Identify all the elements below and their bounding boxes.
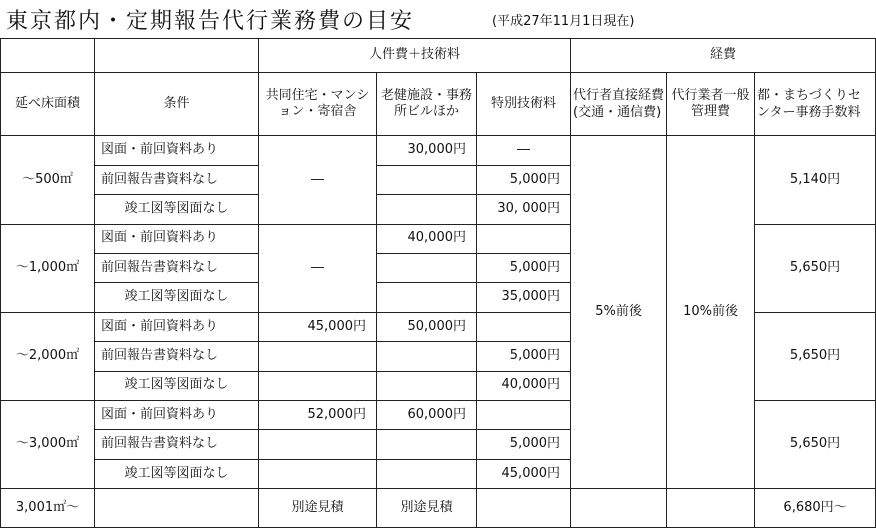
title-bar <box>0 0 876 38</box>
elderly-cell <box>377 430 477 459</box>
elderly-cell <box>377 254 477 283</box>
special-cell <box>477 312 571 341</box>
housing-cell: ― <box>259 136 377 224</box>
housing-cell: 52,000円 <box>259 401 377 430</box>
header-direct: 代行者直接経費(交通・通信費) <box>571 73 667 136</box>
header-special: 特別技術料 <box>477 73 571 136</box>
housing-cell: 45,000円 <box>259 312 377 341</box>
center-fee-cell: 5,140円 <box>755 136 876 224</box>
housing-cell: 別途見積 <box>259 489 377 528</box>
special-cell: 35,000円 <box>477 283 571 312</box>
group-header-row <box>1 39 876 73</box>
housing-cell <box>259 371 377 400</box>
special-cell: 5,000円 <box>477 430 571 459</box>
condition-cell: 前回報告書資料なし <box>95 430 259 459</box>
date-note: (平成27年11月1日現在) <box>492 14 635 29</box>
center-fee-cell: 6,680円～ <box>755 489 876 528</box>
elderly-cell <box>377 165 477 194</box>
header-blank <box>95 39 259 73</box>
general-expense-cell <box>667 489 755 528</box>
area-cell: ～3,000㎡ <box>1 401 95 489</box>
elderly-cell <box>377 195 477 224</box>
condition-cell: 図面・前回資料あり <box>95 136 259 165</box>
table-row <box>1 136 876 165</box>
condition-cell <box>95 489 259 528</box>
special-cell: 5,000円 <box>477 342 571 371</box>
elderly-cell: 60,000円 <box>377 401 477 430</box>
header-elderly: 老健施設・事務所ビルほか <box>377 73 477 136</box>
header-labor-group: 人件費＋技術料 <box>259 39 571 73</box>
fee-table <box>0 38 876 528</box>
direct-expense-cell <box>571 489 667 528</box>
special-cell <box>477 224 571 253</box>
center-fee-cell: 5,650円 <box>755 401 876 489</box>
special-cell <box>477 401 571 430</box>
condition-cell: 竣工図等図面なし <box>95 371 259 400</box>
area-cell: ～500㎡ <box>1 136 95 224</box>
header-area: 延べ床面積 <box>1 73 95 136</box>
special-cell: 40,000円 <box>477 371 571 400</box>
condition-cell: 図面・前回資料あり <box>95 401 259 430</box>
general-expense-cell: 10%前後 <box>667 136 755 489</box>
special-cell: 30, 000円 <box>477 195 571 224</box>
header-housing: 共同住宅・マンション・寄宿舎 <box>259 73 377 136</box>
header-condition: 条件 <box>95 73 259 136</box>
special-cell: ― <box>477 136 571 165</box>
table-row-last <box>1 489 876 528</box>
elderly-cell <box>377 342 477 371</box>
condition-cell: 図面・前回資料あり <box>95 224 259 253</box>
elderly-cell: 別途見積 <box>377 489 477 528</box>
condition-cell: 竣工図等図面なし <box>95 195 259 224</box>
area-cell: ～2,000㎡ <box>1 312 95 400</box>
elderly-cell <box>377 371 477 400</box>
center-fee-cell: 5,650円 <box>755 312 876 400</box>
elderly-cell <box>377 459 477 488</box>
area-cell: ～1,000㎡ <box>1 224 95 312</box>
condition-cell: 竣工図等図面なし <box>95 283 259 312</box>
area-cell: 3,001㎡～ <box>1 489 95 528</box>
special-cell <box>477 489 571 528</box>
housing-cell <box>259 430 377 459</box>
elderly-cell: 30,000円 <box>377 136 477 165</box>
direct-expense-cell: 5%前後 <box>571 136 667 489</box>
special-cell: 5,000円 <box>477 165 571 194</box>
condition-cell: 図面・前回資料あり <box>95 312 259 341</box>
page-title: 東京都内・定期報告代行業務費の目安 <box>6 9 415 34</box>
header-blank <box>1 39 95 73</box>
elderly-cell: 50,000円 <box>377 312 477 341</box>
elderly-cell: 40,000円 <box>377 224 477 253</box>
header-expense-group: 経費 <box>571 39 876 73</box>
housing-cell <box>259 342 377 371</box>
header-center: 都・まちづくりセンター事務手数料 <box>755 73 876 136</box>
special-cell: 45,000円 <box>477 459 571 488</box>
condition-cell: 前回報告書資料なし <box>95 165 259 194</box>
condition-cell: 前回報告書資料なし <box>95 342 259 371</box>
condition-cell: 前回報告書資料なし <box>95 254 259 283</box>
special-cell: 5,000円 <box>477 254 571 283</box>
condition-cell: 竣工図等図面なし <box>95 459 259 488</box>
center-fee-cell: 5,650円 <box>755 224 876 312</box>
elderly-cell <box>377 283 477 312</box>
header-general: 代行業者一般管理費 <box>667 73 755 136</box>
column-header-row <box>1 73 876 136</box>
housing-cell <box>259 459 377 488</box>
housing-cell: ― <box>259 224 377 312</box>
